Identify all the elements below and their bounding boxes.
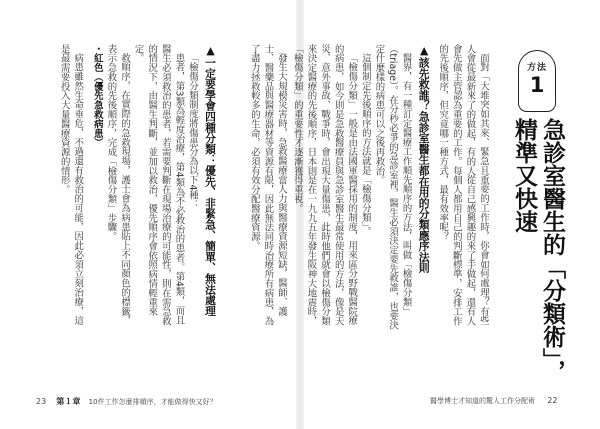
right-page-continued [232, 44, 288, 330]
chapter-title [510, 118, 566, 388]
left-footer-title: 10件工作怎麼排順序，才能做得快又好？ [88, 398, 217, 406]
left-footer [36, 396, 217, 407]
section-heading-triage: ▲該先救誰？急診室醫生都在用的分類應序法則 [417, 44, 431, 273]
list-item-red-label: ・紅色（優先急救病患） [91, 44, 103, 148]
right-footer-title: 醫學博士才知道的驚人工作分配術 [430, 397, 535, 405]
paragraph-intro: 面對「大堆突如其來、緊急且重要的工作時，你會如何處理？有些人會從最新來了的做起，有的人從自己感興趣的來了手做起，還有人會先做主管認為重要的工作。每個人都用自己的判斷標準，安排工作的先後順序，但究竟哪一種方式，最有效率呢？ [437, 44, 489, 326]
paragraph-categories: 患者，第3類為輕度治療，第4類為不必救治的患者。第4類，而且醫生必須救治的患者，若需要判斷在現場治療的可能性，則在需急救的情況下，由醫生判斷，並加以救治，優先順序會依照病情輕重來定。 [132, 44, 185, 326]
paragraph-triage-origin: 「檢傷分類」一般是由法國軍醫採用的制度，用來區分野戰醫院療的病患，如今則是急救醫療員與急診室醫生最常使用的方法，像是天災、意外事故、戰爭時，會出現大量傷患，此時他們就會以檢傷分類來決定醫療的先後順序，日本則是在一九九五年發生阪神大地震時，「檢傷分類」的重要性才逐漸獲得重視。 [291, 44, 358, 326]
right-page-body [291, 44, 490, 330]
right-footer [430, 396, 557, 406]
left-footer-chapter: 第１章 [56, 397, 81, 406]
list-item-red-text: 病患雖然生命垂危，不過還有救治的可能，因此必須立刻治療，這是最需要投入大量醫療資源的情形。 [58, 44, 84, 326]
right-page-number: 22 [547, 396, 558, 405]
paragraph-disaster: 發生大規模災害時，急救醫療當人力與醫療資源短缺，醫師、護士、醫藥品與醫療器材等資源有限，因此無法同時治療所有病患，為了盡力拯救較多的生命，必須有效分配醫療資源。 [248, 44, 287, 326]
section-heading-four-types: ▲一定要學會四種分類：優先、非緊急、簡單、無法處理 [204, 44, 217, 317]
paragraph-color-tags: 救順序，在實際的急救現場，護士會為病患貼上不同顏色的標籤，表示急救的先後順序，完成「檢傷分類」步驟。 [105, 44, 131, 326]
paragraph-triage: 醫界，有一種訂定醫療工作順先順序的方法，叫做「檢傷分類」（triage）。在分秒必爭的急診室裡，醫生必須決定要先救誰，也要決定什麼樣的病患可以之後再救治。 [373, 44, 412, 330]
paragraph-triage-method: 這個制定先後順序的方法就是「檢傷分類」。 [359, 53, 371, 237]
left-page-number: 23 [36, 397, 47, 406]
title-line-2: 精準又快速 [511, 118, 537, 233]
method-badge [518, 50, 556, 112]
paragraph-four-types: 「檢傷分類制度將傷患分為以下4種： [187, 53, 198, 210]
left-page-body [40, 44, 222, 330]
method-number: 1 [529, 73, 545, 97]
method-label: 方法 [526, 63, 547, 73]
title-line-1: 急診室醫生的「分類術」， [539, 118, 565, 383]
